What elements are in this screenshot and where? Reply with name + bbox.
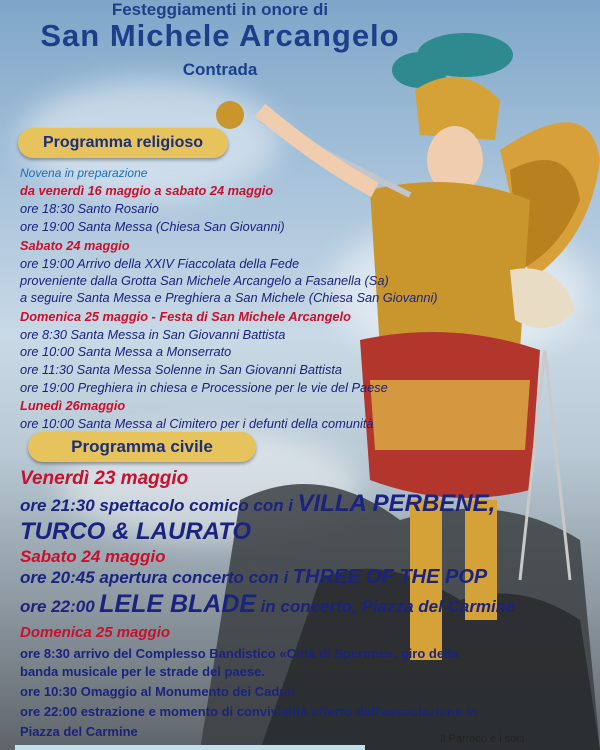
civile-line: ore 22:00 <box>20 597 95 616</box>
religioso-line: a seguire Santa Messa e Preghiera a San Michele (Chiesa San Giovanni) <box>20 290 438 305</box>
civile-line: ore 8:30 arrivo del Complesso Bandistico «Città di Sperone», giro della <box>20 646 459 661</box>
religioso-line: ore 10:00 Santa Messa a Monserrato <box>20 344 232 359</box>
religioso-line: Domenica 25 maggio - Festa di San Michele Arcangelo <box>20 309 351 324</box>
civile-headliner: VILLA PERBENE, <box>297 490 496 517</box>
civile-heading: Programma civile <box>28 432 256 462</box>
civile-line: banda musicale per le strade del paese. <box>20 664 265 679</box>
civile-line: in concerto, Piazza del Carmine <box>260 597 516 616</box>
civile-headliner: TURCO & LAURATO <box>20 518 252 545</box>
header-line-1: Festeggiamenti in onore di <box>111 0 329 19</box>
religioso-line: ore 8:30 Santa Messa in San Giovanni Battista <box>20 327 286 342</box>
civile-line: ore 20:45 apertura concerto con i <box>20 568 289 587</box>
religioso-line: ore 19:00 Arrivo della XXIV Fiaccolata della Fede <box>20 256 300 271</box>
civile-line: ore 10:30 Omaggio al Monumento dei Caduti <box>20 684 296 699</box>
religioso-line: ore 18:30 Santo Rosario <box>20 201 159 216</box>
bottom-strip <box>15 745 365 750</box>
religioso-heading: Programma religioso <box>18 128 228 158</box>
religioso-line: ore 10:00 Santa Messa al Cimitero per i defunti della comunità <box>20 416 374 431</box>
header-line-3: Contrada <box>182 60 258 79</box>
civile-line: ore 21:30 spettacolo comico con i <box>20 496 294 515</box>
novena-label: Novena in preparazione <box>20 166 148 180</box>
religioso-line: da venerdì 16 maggio a sabato 24 maggio <box>20 183 274 198</box>
religioso-line: proveniente dalla Grotta San Michele Arcangelo a Fasanella (Sa) <box>20 273 389 288</box>
civile-day-title: Venerdì 23 maggio <box>20 468 189 489</box>
religioso-line: Lunedì 26maggio <box>20 398 126 413</box>
civile-day-title: Domenica 25 maggio <box>20 624 171 641</box>
religioso-line: ore 19:00 Preghiera in chiesa e Processione per le vie del Paese <box>20 380 388 395</box>
civile-day-title: Sabato 24 maggio <box>20 547 166 566</box>
civile-headliner: THREE OF THE POP <box>292 566 488 588</box>
civile-headliner: LELE BLADE <box>99 590 257 618</box>
footer-signature: Il Parroco e i soci <box>440 733 525 745</box>
religioso-line: ore 19:00 Santa Messa (Chiesa San Giovanni) <box>20 219 285 234</box>
civile-line: Piazza del Carmine <box>20 724 138 739</box>
religioso-line: Sabato 24 maggio <box>20 238 130 253</box>
religioso-line: ore 11:30 Santa Messa Solenne in San Giovanni Battista <box>20 362 343 377</box>
civile-line: ore 22:00 estrazione e momento di convivialità offerto dall'associazione in <box>20 704 478 719</box>
page-title: San Michele Arcangelo <box>40 18 400 53</box>
